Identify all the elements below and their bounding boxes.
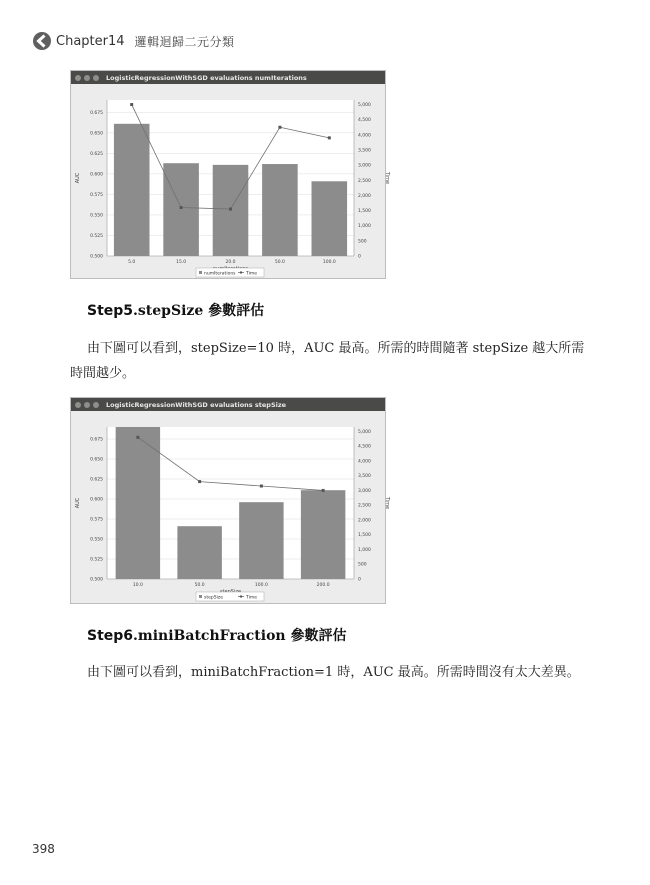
x-tick-label: 100.0	[322, 260, 336, 265]
y2-tick-label: 1,500	[358, 533, 371, 539]
y2-tick-label: 1,500	[358, 209, 371, 215]
step5-paragraph-line1: 由下圖可以看到，stepSize=10 時，AUC 最高。所需的時間隨著 stepSize 越大所需	[87, 341, 585, 356]
time-point	[260, 485, 263, 488]
y-tick-label: 0.675	[90, 437, 103, 443]
y2-tick-label: 4,000	[358, 133, 371, 139]
legend-bar-swatch	[199, 271, 202, 274]
time-point	[328, 136, 331, 139]
y2-tick-label: 2,000	[358, 193, 371, 199]
window-maximize-icon[interactable]	[93, 402, 99, 408]
y2-tick-label: 4,000	[358, 459, 371, 465]
x-tick-label: 15.0	[176, 260, 187, 265]
step6-paragraph-line1: 由下圖可以看到，miniBatchFraction=1 時，AUC 最高。所需時間沒有太大差異。	[87, 665, 580, 680]
y2-axis-label: Time	[384, 171, 390, 185]
x-tick-label: 10.0	[132, 583, 143, 588]
y-tick-label: 0.600	[90, 497, 103, 503]
x-tick-label: 100.0	[254, 583, 268, 588]
y2-tick-label: 3,500	[358, 148, 371, 154]
y2-tick-label: 2,500	[358, 178, 371, 184]
y2-tick-label: 500	[358, 239, 367, 245]
window-title: LogisticRegressionWithSGD evaluations numIterations	[106, 73, 307, 82]
y2-tick-label: 1,000	[358, 224, 371, 230]
legend-line-point	[240, 596, 242, 598]
window-minimize-icon[interactable]	[84, 75, 90, 81]
x-tick-label: 20.0	[225, 260, 236, 265]
y-tick-label: 0.650	[90, 457, 103, 463]
chart-window-numiterations	[70, 70, 390, 279]
y-axis-label: AUC	[75, 497, 81, 509]
time-point	[198, 480, 201, 483]
y-tick-label: 0.550	[90, 537, 103, 543]
y2-tick-label: 1,000	[358, 547, 371, 553]
y2-tick-label: 3,500	[358, 474, 371, 480]
time-point	[322, 489, 325, 492]
legend-bar-swatch	[199, 595, 202, 598]
window-minimize-icon[interactable]	[84, 402, 90, 408]
time-point	[278, 126, 281, 129]
chapter-header	[32, 30, 235, 52]
time-point	[229, 208, 232, 211]
stepsize-chart	[71, 411, 390, 603]
legend-line-point	[240, 272, 242, 274]
chapter-title: 邏輯迴歸二元分類	[134, 34, 235, 49]
bar	[177, 526, 221, 579]
x-tick-label: 50.0	[274, 260, 285, 265]
y2-tick-label: 3,000	[358, 163, 371, 169]
y2-tick-label: 2,500	[358, 503, 371, 509]
bar	[116, 427, 160, 579]
time-point	[130, 103, 133, 106]
y-tick-label: 0.525	[90, 233, 103, 239]
bar	[163, 163, 199, 256]
y2-tick-label: 5,000	[358, 103, 371, 109]
window-close-icon[interactable]	[75, 75, 81, 81]
bar	[301, 490, 345, 579]
y2-tick-label: 4,500	[358, 118, 371, 124]
y-tick-label: 0.625	[90, 477, 103, 483]
y-tick-label: 0.500	[90, 254, 103, 260]
window-maximize-icon[interactable]	[93, 75, 99, 81]
y-tick-label: 0.625	[90, 151, 103, 157]
y-tick-label: 0.650	[90, 131, 103, 137]
step5-title: .stepSize 參數評估	[133, 303, 265, 319]
legend-line-label: Time	[246, 271, 258, 277]
page-number: 398	[32, 842, 55, 856]
y2-tick-label: 5,000	[358, 429, 371, 435]
y-tick-label: 0.575	[90, 517, 103, 523]
time-point	[180, 206, 183, 209]
y2-tick-label: 500	[358, 562, 367, 568]
time-point	[136, 436, 139, 439]
y-tick-label: 0.675	[90, 110, 103, 116]
bar	[262, 164, 298, 256]
y-tick-label: 0.550	[90, 213, 103, 219]
x-tick-label: 200.0	[316, 583, 330, 588]
y2-tick-label: 3,000	[358, 488, 371, 494]
step5-paragraph-line2: 時間越少。	[70, 366, 136, 381]
window-titlebar	[71, 71, 385, 84]
bar	[312, 181, 348, 256]
y-axis-label: AUC	[75, 172, 81, 184]
y-tick-label: 0.500	[90, 577, 103, 583]
y2-tick-label: 0	[358, 254, 361, 260]
legend-bar-label: stepSize	[204, 595, 223, 601]
step6-number: Step6	[87, 628, 134, 644]
legend-line-label: Time	[246, 595, 258, 601]
bar	[114, 124, 150, 256]
y-tick-label: 0.575	[90, 192, 103, 198]
y2-tick-label: 0	[358, 577, 361, 583]
window-title: LogisticRegressionWithSGD evaluations stepSize	[106, 400, 287, 409]
chapter-label: Chapter14	[56, 33, 125, 49]
step6-title: .miniBatchFraction 參數評估	[133, 628, 347, 644]
step6-heading	[87, 625, 346, 645]
step5-heading	[87, 300, 264, 320]
y2-tick-label: 2,000	[358, 518, 371, 524]
chart-window-stepsize	[70, 397, 390, 604]
x-tick-label: 50.0	[194, 583, 205, 588]
window-close-icon[interactable]	[75, 402, 81, 408]
y2-tick-label: 4,500	[358, 444, 371, 450]
x-tick-label: 5.0	[128, 260, 136, 265]
legend-bar-label: numIterations	[204, 271, 236, 277]
chapter-chevron-icon	[32, 31, 52, 51]
bar	[239, 502, 283, 579]
numiterations-chart	[71, 84, 390, 278]
y-tick-label: 0.525	[90, 557, 103, 563]
y2-axis-label: Time	[384, 496, 390, 510]
y-tick-label: 0.600	[90, 172, 103, 178]
step5-number: Step5	[87, 303, 134, 319]
window-titlebar	[71, 398, 385, 411]
